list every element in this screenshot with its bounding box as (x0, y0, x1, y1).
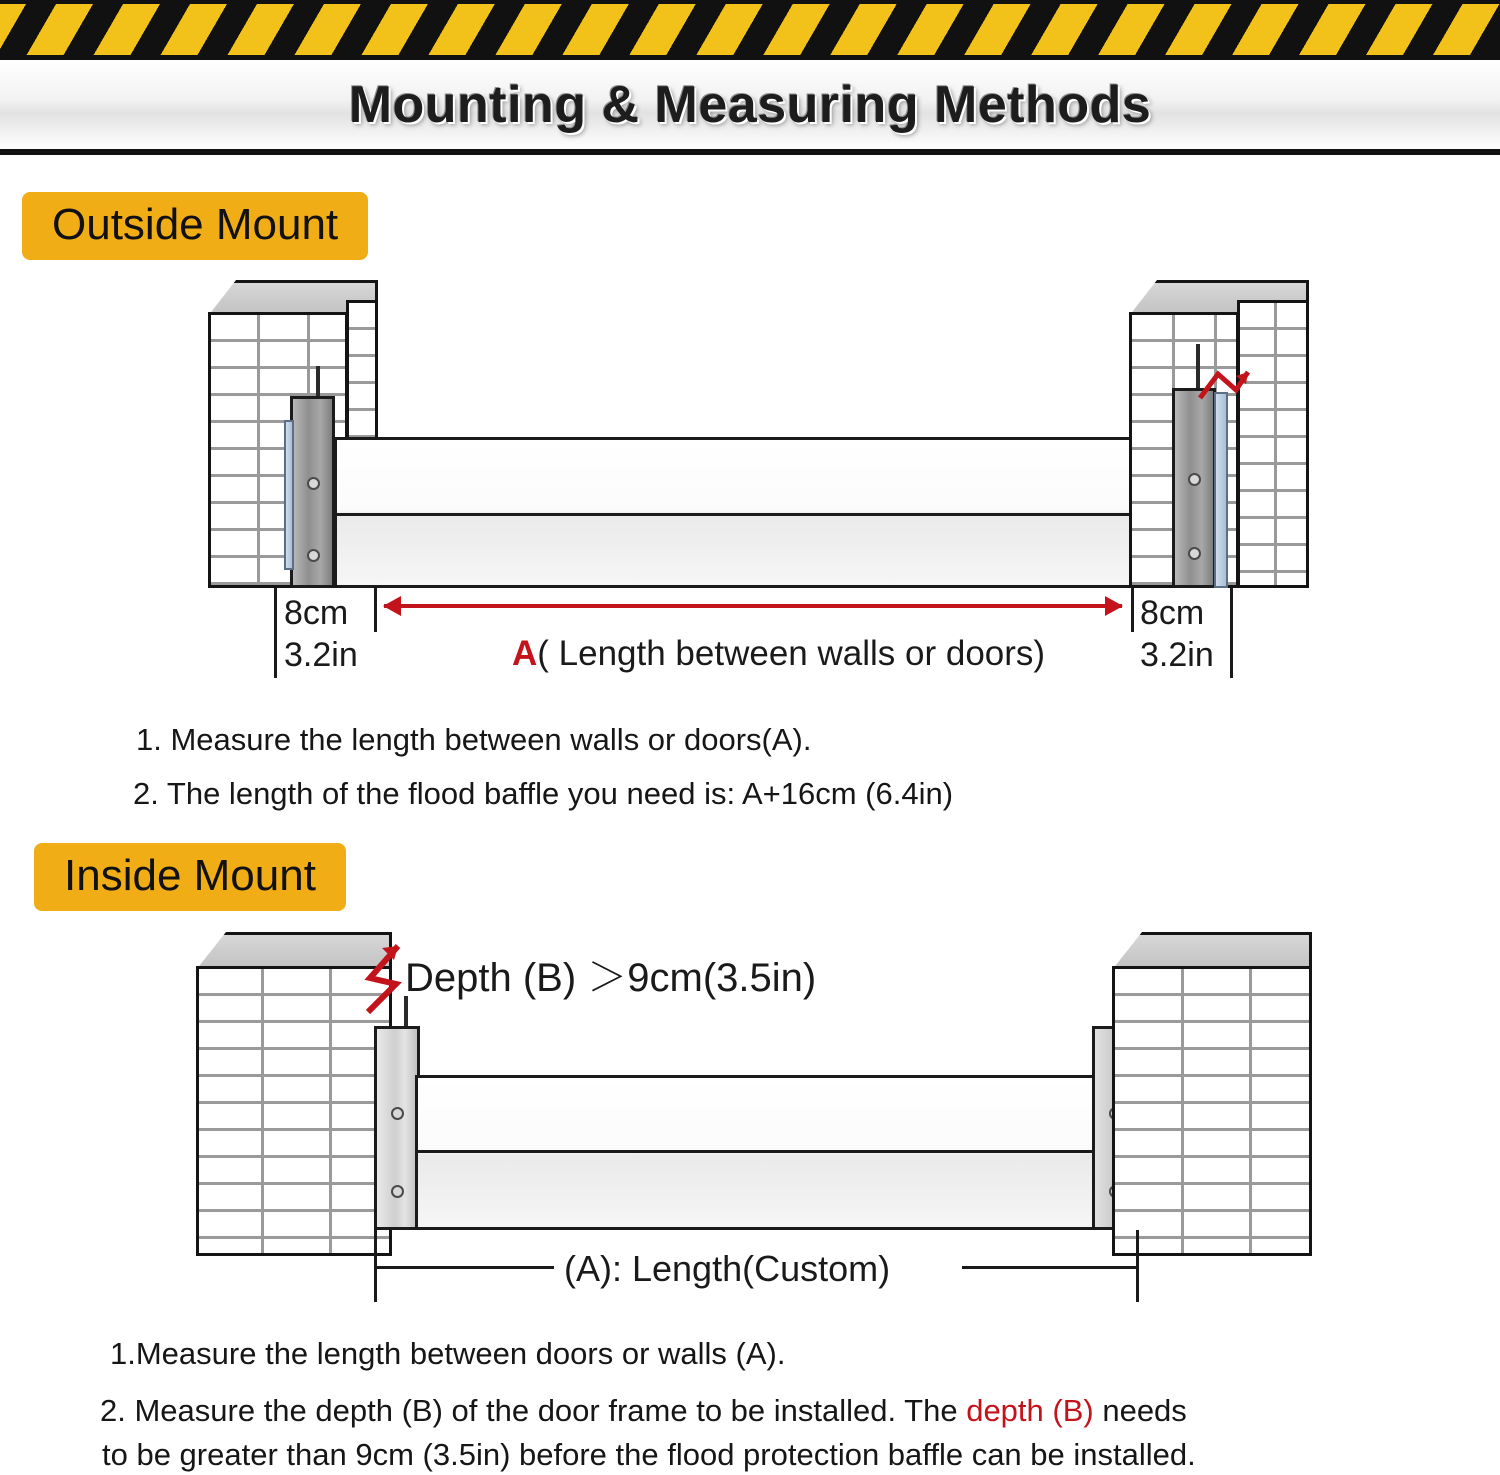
dimension-letter-a: A (512, 634, 538, 673)
outside-step-1: 1. Measure the length between walls or doors(A). (136, 722, 812, 757)
right-offset-label-cm: 8cm (1140, 594, 1205, 632)
inside-step-2-text-a: 2. Measure the depth (B) of the door frame to be installed. The (100, 1393, 967, 1428)
right-gasket-strip (1214, 392, 1228, 588)
flood-baffle-panel (334, 437, 1176, 588)
left-offset-label-cm: 8cm (284, 594, 349, 632)
inside-step-2-line2: to be greater than 9cm (3.5in) before the flood protection baffle can be installed. (102, 1437, 1196, 1472)
inside-length-line-left (374, 1266, 554, 1269)
right-dimension-tick (1230, 588, 1233, 678)
inside-left-mount-bracket (374, 1026, 420, 1230)
right-mount-bracket (1172, 388, 1216, 588)
section-tag-inside-mount: Inside Mount (34, 843, 346, 911)
inside-step-2-text-b: needs (1093, 1393, 1187, 1428)
right-pillar-brickwork-side (1237, 300, 1309, 588)
section-tag-outside-mount: Outside Mount (22, 192, 368, 260)
left-dimension-tick (274, 588, 277, 678)
length-dimension-caption (512, 634, 1045, 674)
left-mount-bracket (290, 396, 335, 588)
inside-right-pillar-brickwork (1112, 966, 1312, 1256)
inside-flood-baffle-panel (415, 1075, 1115, 1230)
dimension-caption-text: ( Length between walls or doors) (537, 634, 1046, 673)
left-anchor-rod (316, 366, 320, 400)
inside-length-caption: (A): Length(Custom) (564, 1248, 891, 1289)
inside-step-2-highlight: depth (B) (966, 1393, 1094, 1428)
left-inner-dimension-tick (374, 586, 377, 632)
hazard-stripe-banner (0, 0, 1500, 60)
left-gasket-strip (284, 420, 294, 570)
right-offset-label-in: 3.2in (1140, 636, 1214, 674)
right-inner-dimension-tick (1131, 586, 1134, 632)
inside-right-pillar-cap (1112, 932, 1312, 970)
inside-length-line-right (962, 1266, 1138, 1269)
page-title: Mounting & Measuring Methods (348, 75, 1152, 134)
red-arrow-indicator-outside (1196, 368, 1252, 404)
depth-requirement-label: Depth (B) ＞9cm(3.5in) (405, 956, 817, 1000)
outside-step-2: 2. The length of the flood baffle you need is: A+16cm (6.4in) (133, 776, 954, 811)
title-bar (0, 60, 1500, 155)
inside-step-1: 1.Measure the length between doors or walls (A). (110, 1336, 786, 1371)
length-dimension-arrow (384, 604, 1122, 608)
left-offset-label-in: 3.2in (284, 636, 358, 674)
inside-step-2-line1 (100, 1393, 1187, 1429)
